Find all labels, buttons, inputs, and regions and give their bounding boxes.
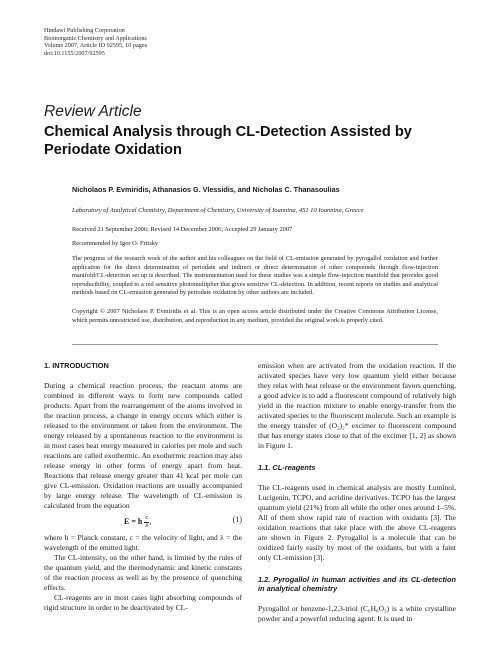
equation-numerator: c (145, 514, 149, 521)
authors: Nicholaos P. Evmiridis, Athanasios G. Vlessidis, and Nicholas C. Thanasoulias (72, 185, 340, 194)
volume-info: Volume 2007, Article ID 92595, 10 pages (44, 42, 147, 50)
section-heading-introduction: 1. INTRODUCTION (44, 361, 109, 370)
affiliation: Laboratory of Analytical Chemistry, Department of Chemistry, University of Ioannina, 451 10 Ioannina, Greece (72, 207, 364, 214)
journal-name: Bioinorganic Chemistry and Applications (44, 34, 147, 42)
left-column (44, 361, 242, 613)
equation-1 (44, 511, 242, 533)
paper-title: Chemical Analysis through CL-Detection Assisted by Periodate Oxidation (44, 124, 412, 158)
intro-paragraph-5: emission when are activated from the oxidation reaction. If the activated species have very low quantum yield either because they relax with heat release or the environment favors quenching, a good advice is to add a fluorescent compound of relatively high yield in the reaction mixture to enable energy-transfer from the activated species to the fluorescent molecule. Such an example is the energy transfer of (O₂)₂* excimer to fluorescent compound that has energy states close to that of the excimer [1, 2] as shown in Figure 1. (258, 361, 456, 450)
abstract: The progress of the research work of the author and his colleagues on the field of CL-emission generated by pyrogallol oxidation and further application for the direct determination of periodate and indirect or direct determination of other compounds through flow-injection manifold/CL-detection set up is described. The instrumentation used for these studies was a simple flow-injection manifold that provides good reproducibility, coupled to a red sensitive photomultiplier that gives sensitive CL-detection. In addition, recent reports on studies and analytical methods based on CL-emission generated by periodate oxidation by other authors are included. (72, 255, 438, 297)
intro-paragraph-1: During a chemical reaction process, the reactant atoms are combined in different ways to form new compounds called products. Apart from the rearrangement of the atoms involved in the reaction process, a change in energy occurs which either is released to the environment or taken from the environment. The energy released by a spontaneous reaction to the environment is in most cases heat energy measured in calories per mole and such reactions are called exothermic. An exothermic reaction may also release energy in other forms of energy apart from heat. Reactions that release energy greater than 41 kcal per mole can give CL-emission. Oxidation reactions are usually accompanied by large energy release. The wavelength of CL-emission is calculated from the equation (44, 381, 242, 510)
subsection-heading-pyrogallol: 1.2. Pyrogallol in human activities and its CL-detection in analytical chemistry (258, 574, 456, 593)
cl-reagents-paragraph: The CL-reagents used in chemical analysis are mostly Luminol, Lucigenin, TCPO, and acridine derivatives. TCPO has the largest quantum yield (21%) from all while the other ones around 1–5%. All of them show rapid rate of reaction with oxidants [3]. The oxidation reactions that take place with the above CL-reagents are shown in Figure 2. Pyrogallol is a molecule that can be oxidized fairly easily by most of the oxidants, but with a faint only CL-emission [3]. (258, 482, 456, 562)
article-type: Review Article (44, 103, 142, 120)
equation-tail: , (149, 516, 152, 526)
copyright-notice: Copyright © 2007 Nicholaos P. Evmiridis et al. This is an open access article distributed under the Creative Commons Attribution License, which permits unrestricted use, distribution, and reproduction in any medium, provided the original work is properly cited. (72, 308, 438, 324)
intro-paragraph-2: where h = Planck constant, c = the velocity of light, and λ = the wavelength of the emitted light. (44, 533, 242, 552)
dates: Received 21 September 2006; Revised 14 December 2006; Accepted 29 January 2007 (72, 226, 293, 233)
doi: doi:10.1155/2007/92595 (44, 49, 105, 57)
right-column (258, 361, 456, 624)
publisher: Hindawi Publishing Corporation (44, 27, 125, 34)
pyrogallol-paragraph: Pyrogallol or benzene-1,2,3-triol (C₆H₆O₃) is a white crystalline powder and a powerful reducing agent. It is used in (258, 603, 456, 623)
intro-paragraph-3: The CL-intensity, on the other hand, is limited by the rules of the quantum yield, and the thermodynamic and kinetic constants of the reaction process as well as by the presence of quenching effects. (44, 553, 242, 592)
equation-number: (1) (232, 515, 242, 524)
section-divider (72, 344, 438, 345)
recommended-by: Recommended by Igor O. Fritsky (72, 240, 159, 247)
subsection-heading-cl-reagents: 1.1. CL-reagents (258, 463, 316, 472)
journal-header (44, 27, 147, 57)
equation-denominator: λ (145, 521, 149, 529)
equation-lhs: E = h (124, 516, 143, 526)
intro-paragraph-4: CL-reagents are in most cases light absorbing compounds of rigid structure in order to be deactivated by CL- (44, 593, 242, 612)
